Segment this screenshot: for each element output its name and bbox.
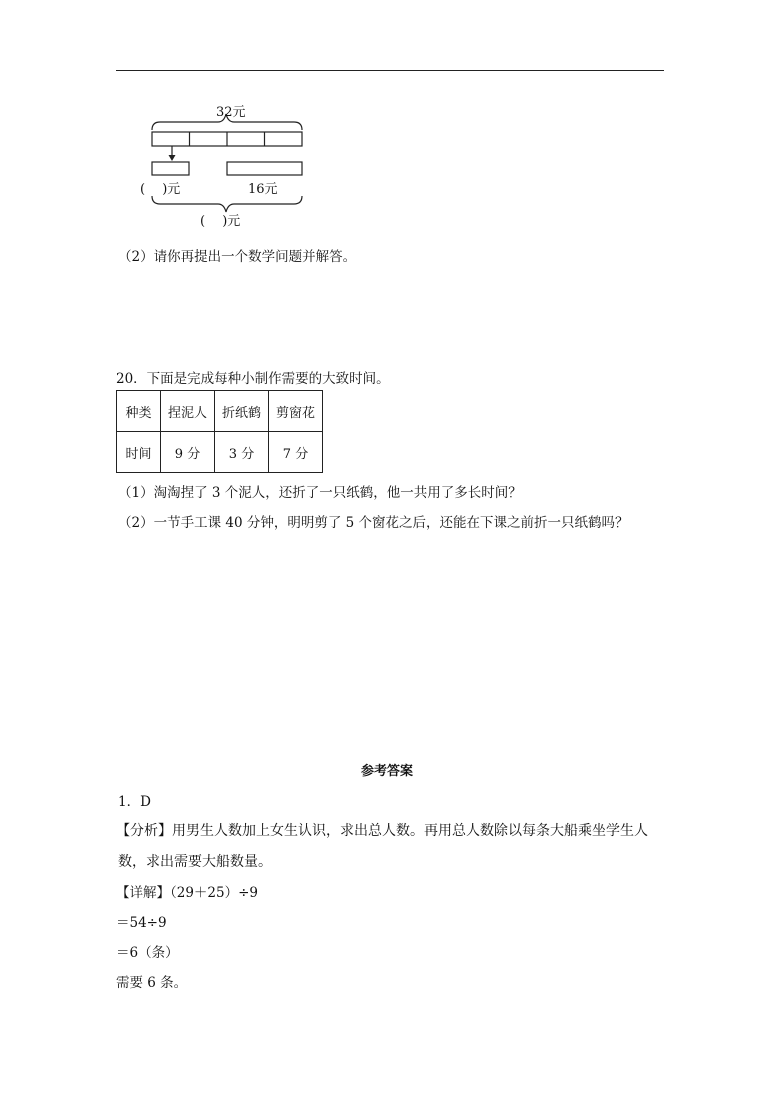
header-rule (116, 70, 664, 71)
answer-1: 1．D (118, 794, 151, 810)
table-cell: 捏泥人 (161, 391, 215, 432)
unknown-part-label: ( )元 (140, 182, 181, 197)
total-label: 32元 (216, 105, 246, 120)
known-part-bar (227, 162, 302, 175)
detail-line: 【详解】（29＋25）÷9 (116, 885, 259, 901)
step-2: ＝6（条） (116, 945, 179, 961)
table-cell: 时间 (117, 432, 161, 473)
time-table (116, 390, 323, 473)
question-20-part-1: （1）淘淘捏了 3 个泥人，还折了一只纸鹤，他一共用了多长时间？ (118, 485, 522, 501)
table-cell: 种类 (117, 391, 161, 432)
unknown-part-bar (152, 162, 189, 175)
answers-title: 参考答案 (361, 764, 414, 779)
table-cell: 9 分 (161, 432, 215, 473)
step-1: ＝54÷9 (116, 915, 167, 931)
analysis-line-1: 【分析】用男生人数加上女生认识，求出总人数。再用总人数除以每条大船乘坐学生人 (116, 823, 648, 839)
question-20-part-2: （2）一节手工课 40 分钟，明明剪了 5 个窗花之后，还能在下课之前折一只纸鹤吗？ (118, 515, 629, 531)
unknown-total-label: ( )元 (200, 214, 241, 229)
table-cell: 剪窗花 (269, 391, 323, 432)
table-cell: 7 分 (269, 432, 323, 473)
arrow-down-icon (169, 155, 176, 161)
question-20-title: 20．下面是完成每种小制作需要的大致时间。 (116, 371, 390, 387)
known-part-label: 16元 (248, 182, 278, 197)
table-cell: 折纸鹤 (215, 391, 269, 432)
analysis-line-2: 数，求出需要大船数量。 (118, 854, 272, 870)
conclusion: 需要 6 条。 (116, 975, 188, 991)
table-row (117, 432, 323, 473)
question-19-part-2: （2）请你再提出一个数学问题并解答。 (118, 249, 357, 265)
table-header-row (117, 391, 323, 432)
table-cell: 3 分 (215, 432, 269, 473)
